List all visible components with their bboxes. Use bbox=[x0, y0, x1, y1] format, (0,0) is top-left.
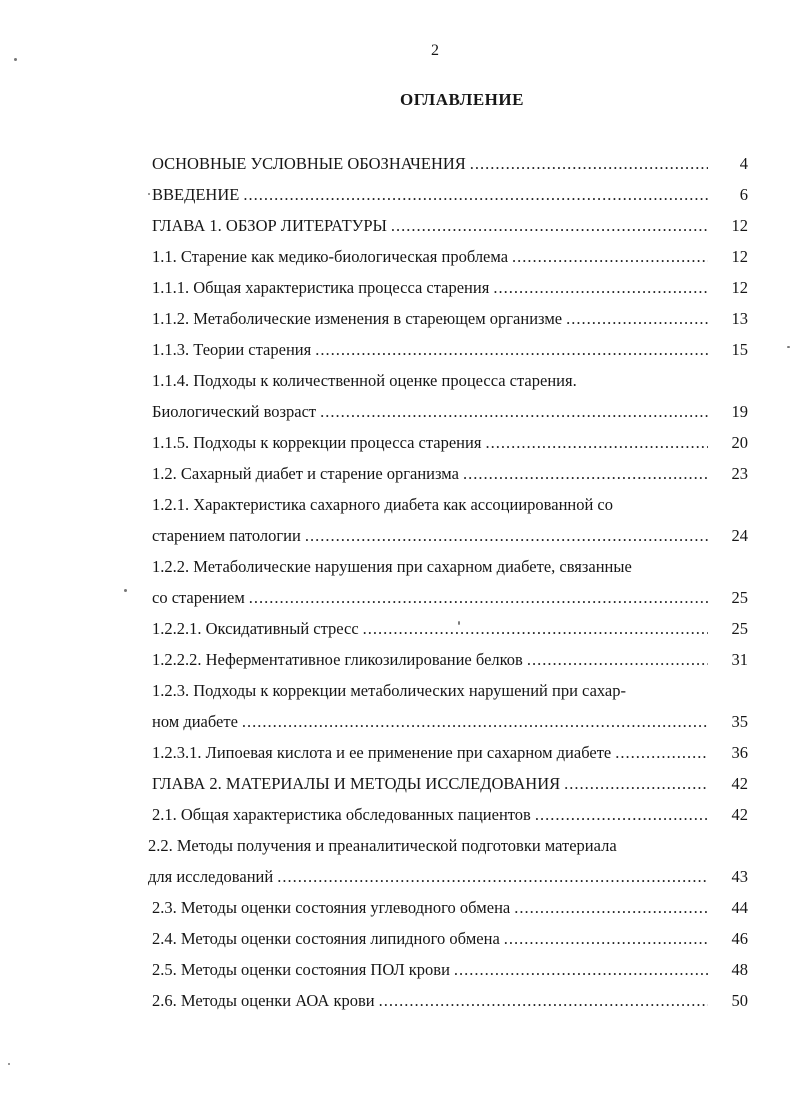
toc-entry-title: ном диабете bbox=[152, 712, 238, 731]
toc-entry-line bbox=[152, 489, 748, 520]
toc-entry bbox=[152, 520, 748, 551]
toc-leader-dots bbox=[463, 458, 708, 489]
toc-leader-dots bbox=[564, 768, 708, 799]
toc-leader-dots bbox=[493, 272, 708, 303]
toc-entry-page: 23 bbox=[731, 464, 748, 483]
page-number: 2 bbox=[431, 42, 439, 59]
toc-entry bbox=[152, 582, 748, 613]
toc-entry-title: ГЛАВА 2. МАТЕРИАЛЫ И МЕТОДЫ ИССЛЕДОВАНИЯ bbox=[152, 774, 561, 793]
toc-entry-page: 50 bbox=[731, 991, 748, 1010]
toc-leader-dots bbox=[243, 179, 708, 210]
scan-speck bbox=[14, 58, 17, 61]
toc-leader-dots bbox=[615, 737, 708, 768]
toc-entry-title: 1.2.2. Метаболические нарушения при сахарном диабете, связанные bbox=[152, 557, 632, 576]
toc-entry bbox=[152, 892, 748, 923]
toc-entry-page: 42 bbox=[731, 774, 748, 793]
toc-entry-title: 1.2.3. Подходы к коррекции метаболических нарушений при сахар- bbox=[152, 681, 626, 700]
toc-entry-title: 1.2.3.1. Липоевая кислота и ее применение при сахарном диабете bbox=[152, 743, 612, 762]
toc-entry bbox=[152, 303, 748, 334]
toc-entry bbox=[152, 737, 748, 768]
toc-entry-page: 25 bbox=[731, 619, 748, 638]
toc-entry-line bbox=[152, 365, 748, 396]
scan-speck bbox=[458, 621, 460, 625]
toc-leader-dots bbox=[485, 427, 708, 458]
toc-entry-page: 20 bbox=[731, 433, 748, 452]
scan-speck bbox=[124, 589, 127, 592]
toc-entry-page: 43 bbox=[731, 867, 748, 886]
toc-entry-title: 2.6. Методы оценки АОА крови bbox=[152, 991, 375, 1010]
toc-entry-page: 36 bbox=[731, 743, 748, 762]
table-of-contents bbox=[148, 148, 748, 1016]
toc-leader-dots bbox=[504, 923, 708, 954]
page-title: ОГЛАВЛЕНИЕ bbox=[400, 90, 524, 109]
toc-entry bbox=[152, 923, 748, 954]
toc-entry-line bbox=[152, 675, 748, 706]
toc-entry-page: 12 bbox=[731, 247, 748, 266]
toc-entry-page: 42 bbox=[731, 805, 748, 824]
toc-entry-line bbox=[148, 830, 748, 861]
toc-entry-page: 48 bbox=[731, 960, 748, 979]
toc-leader-dots bbox=[535, 799, 708, 830]
toc-entry-title: 2.4. Методы оценки состояния липидного обмена bbox=[152, 929, 500, 948]
toc-entry-page: 24 bbox=[731, 526, 748, 545]
toc-entry-title: 1.1.5. Подходы к коррекции процесса старения bbox=[152, 433, 482, 452]
toc-entry-page: 6 bbox=[739, 185, 748, 204]
toc-entry-title: 1.2.1. Характеристика сахарного диабета как ассоциированной со bbox=[152, 495, 614, 514]
toc-entry bbox=[152, 768, 748, 799]
toc-entry-title: 1.1.3. Теории старения bbox=[152, 340, 312, 359]
toc-entry-title: 1.1.1. Общая характеристика процесса старения bbox=[152, 278, 490, 297]
toc-leader-dots bbox=[566, 303, 708, 334]
toc-leader-dots bbox=[242, 706, 708, 737]
scan-speck bbox=[787, 346, 790, 348]
toc-entry-title: ГЛАВА 1. ОБЗОР ЛИТЕРАТУРЫ bbox=[152, 216, 387, 235]
toc-entry-title: 2.5. Методы оценки состояния ПОЛ крови bbox=[152, 960, 450, 979]
toc-entry-title: 1.1.4. Подходы к количественной оценке процесса старения. bbox=[152, 371, 577, 390]
toc-leader-dots bbox=[379, 985, 708, 1016]
toc-entry bbox=[152, 272, 748, 303]
toc-leader-dots bbox=[527, 644, 708, 675]
toc-entry-title: 1.1. Старение как медико-биологическая проблема bbox=[152, 247, 509, 266]
toc-entry bbox=[152, 210, 748, 241]
toc-entry-page: 15 bbox=[731, 340, 748, 359]
toc-entry bbox=[152, 334, 748, 365]
toc-entry-page: 19 bbox=[731, 402, 748, 421]
toc-leader-dots bbox=[391, 210, 708, 241]
toc-entry-title: 2.2. Методы получения и преаналитической подготовки материала bbox=[148, 836, 617, 855]
toc-entry-title: ОСНОВНЫЕ УСЛОВНЫЕ ОБОЗНАЧЕНИЯ bbox=[152, 154, 466, 173]
toc-entry bbox=[152, 427, 748, 458]
toc-entry bbox=[152, 985, 748, 1016]
toc-leader-dots bbox=[514, 892, 708, 923]
toc-leader-dots bbox=[470, 148, 708, 179]
toc-entry-page: 13 bbox=[731, 309, 748, 328]
toc-leader-dots bbox=[305, 520, 708, 551]
toc-entry bbox=[152, 644, 748, 675]
toc-entry-page: 4 bbox=[739, 154, 748, 173]
toc-entry-page: 12 bbox=[731, 278, 748, 297]
toc-entry bbox=[152, 613, 748, 644]
toc-entry bbox=[152, 458, 748, 489]
toc-leader-dots bbox=[454, 954, 708, 985]
toc-entry-page: 31 bbox=[731, 650, 748, 669]
toc-entry bbox=[148, 861, 748, 892]
toc-entry-title: старением патологии bbox=[152, 526, 301, 545]
toc-entry-title: 1.2.2.1. Оксидативный стресс bbox=[152, 619, 359, 638]
toc-entry bbox=[152, 706, 748, 737]
toc-entry-title: 2.3. Методы оценки состояния углеводного обмена bbox=[152, 898, 511, 917]
scan-speck bbox=[148, 193, 150, 195]
toc-entry bbox=[152, 799, 748, 830]
toc-entry-line bbox=[152, 551, 748, 582]
toc-entry-page: 35 bbox=[731, 712, 748, 731]
toc-entry bbox=[152, 179, 748, 210]
toc-entry bbox=[152, 148, 748, 179]
toc-leader-dots bbox=[315, 334, 708, 365]
toc-entry-title: ВВЕДЕНИЕ bbox=[152, 185, 240, 204]
toc-entry-title: со старением bbox=[152, 588, 245, 607]
toc-leader-dots bbox=[277, 861, 708, 892]
toc-entry-title: 1.2. Сахарный диабет и старение организма bbox=[152, 464, 459, 483]
toc-leader-dots bbox=[249, 582, 708, 613]
toc-entry bbox=[152, 396, 748, 427]
toc-entry-page: 25 bbox=[731, 588, 748, 607]
toc-entry-title: 1.2.2.2. Неферментативное гликозилирование белков bbox=[152, 650, 523, 669]
toc-leader-dots bbox=[512, 241, 708, 272]
toc-leader-dots bbox=[320, 396, 708, 427]
toc-leader-dots bbox=[363, 613, 708, 644]
toc-entry-page: 46 bbox=[731, 929, 748, 948]
toc-entry-page: 44 bbox=[731, 898, 748, 917]
toc-entry-title: 1.1.2. Метаболические изменения в стареющем организме bbox=[152, 309, 563, 328]
toc-entry bbox=[152, 954, 748, 985]
toc-entry-title: Биологический возраст bbox=[152, 402, 317, 421]
scan-speck bbox=[8, 1063, 10, 1065]
toc-entry-title: 2.1. Общая характеристика обследованных пациентов bbox=[152, 805, 531, 824]
toc-entry bbox=[152, 241, 748, 272]
toc-entry-title: для исследований bbox=[148, 867, 274, 886]
toc-entry-page: 12 bbox=[731, 216, 748, 235]
